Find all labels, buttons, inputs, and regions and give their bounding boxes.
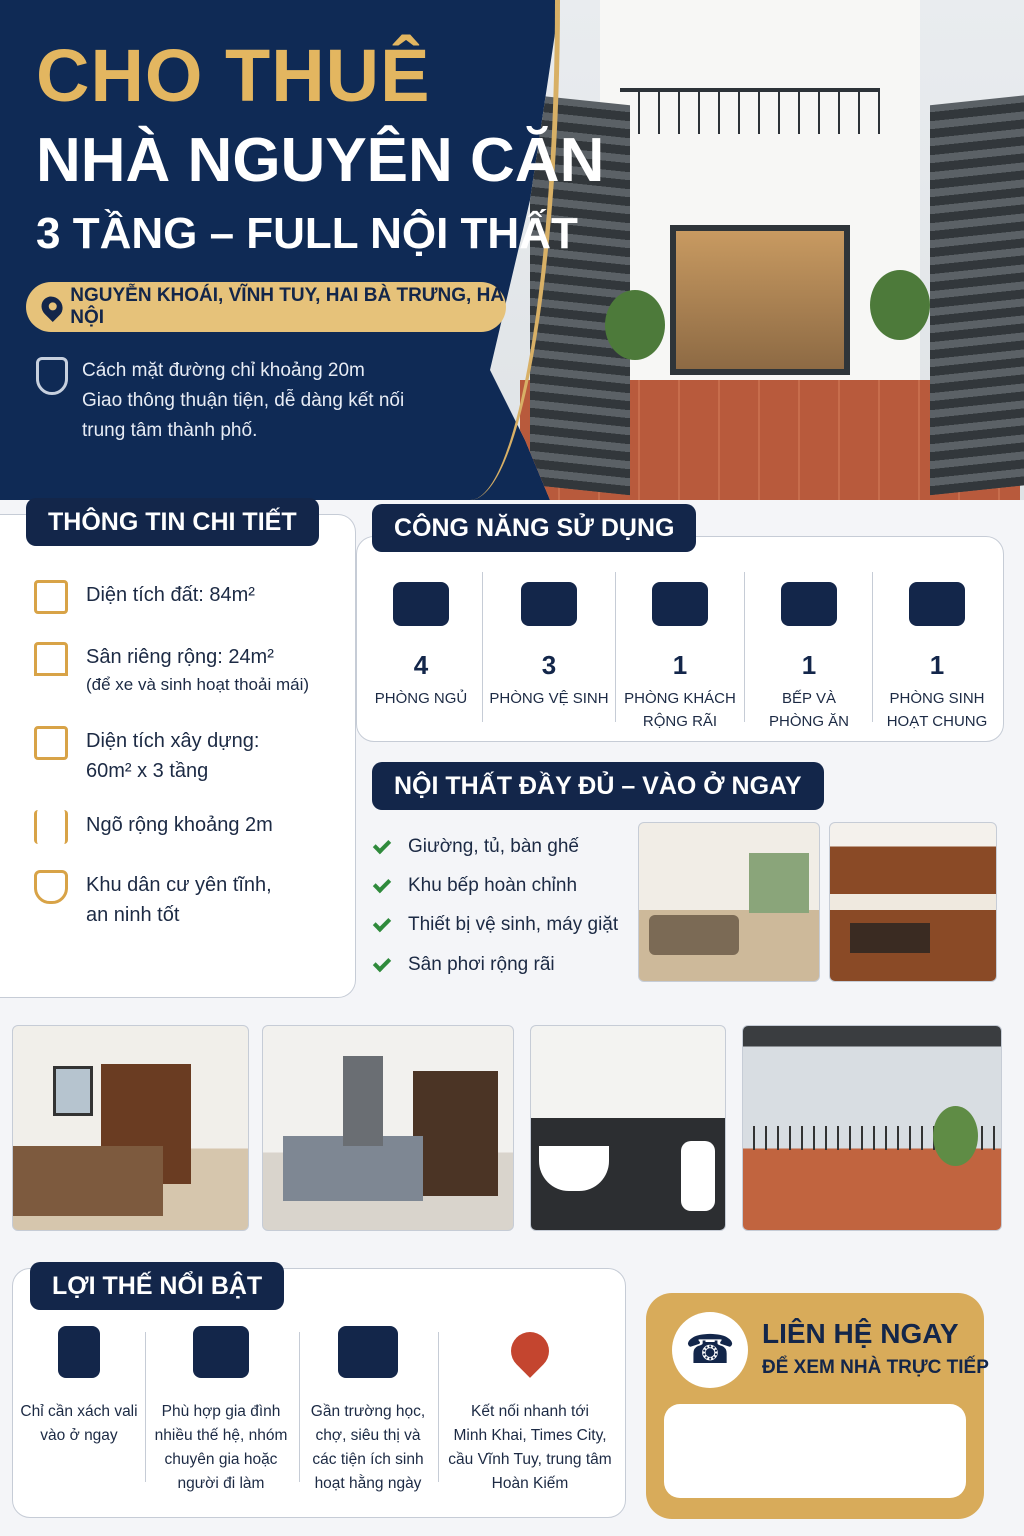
advantage-item: Chỉ cần xách vali vào ở ngay bbox=[4, 1326, 154, 1448]
function-item: 1 PHÒNG KHÁCH RỘNG RÃI bbox=[616, 572, 744, 727]
sofa-icon bbox=[652, 582, 708, 626]
detail-item: Sân riêng rộng: 24m² (để xe và sinh hoạt thoải mái) bbox=[34, 642, 309, 698]
location-pin-icon bbox=[503, 1324, 557, 1378]
check-icon bbox=[373, 875, 391, 893]
location-pin-icon bbox=[37, 292, 67, 322]
advantage-item: Gần trường học, chợ, siêu thị và các tiện ích sinh hoạt hằng ngày bbox=[293, 1326, 443, 1496]
furniture-item: Sân phơi rộng rãi bbox=[374, 954, 555, 976]
road-icon bbox=[34, 810, 68, 844]
contact-subtitle: ĐỂ XEM NHÀ TRỰC TIẾP bbox=[762, 1357, 989, 1378]
furniture-item: Giường, tủ, bàn ghế bbox=[374, 836, 579, 858]
family-icon bbox=[193, 1326, 249, 1378]
building-icon bbox=[34, 726, 68, 760]
contact-info-field[interactable] bbox=[664, 1404, 966, 1498]
house-icon bbox=[34, 642, 68, 676]
advantage-item: Phù hợp gia đình nhiều thế hệ, nhóm chuyên gia hoặc người đi làm bbox=[146, 1326, 296, 1496]
terrace-photo bbox=[742, 1025, 1002, 1231]
bed-icon bbox=[393, 582, 449, 626]
luggage-icon bbox=[58, 1326, 100, 1378]
furniture-item: Thiết bị vệ sinh, máy giặt bbox=[374, 914, 618, 936]
shield-icon bbox=[36, 357, 68, 395]
function-item: 3 PHÒNG VỆ SINH bbox=[485, 572, 613, 727]
bathroom-photo bbox=[530, 1025, 726, 1231]
shield-icon bbox=[34, 870, 68, 904]
functions-heading: CÔNG NĂNG SỬ DỤNG bbox=[372, 504, 696, 552]
advantages-heading: LỢI THẾ NỔI BẬT bbox=[30, 1262, 284, 1310]
phone-icon[interactable]: ☎ bbox=[672, 1312, 748, 1388]
hero-title-line3: 3 TẦNG – FULL NỘI THẤT bbox=[36, 209, 578, 258]
furniture-heading: NỘI THẤT ĐẦY ĐỦ – VÀO Ở NGAY bbox=[372, 762, 824, 810]
check-icon bbox=[373, 954, 391, 972]
detail-item: Ngõ rộng khoảng 2m bbox=[34, 810, 273, 844]
address-badge bbox=[26, 282, 506, 332]
hero-description: Cách mặt đường chỉ khoảng 20m Giao thông thuận tiện, dễ dàng kết nối trung tâm thành phố. bbox=[82, 360, 405, 441]
contact-title: LIÊN HỆ NGAY bbox=[762, 1318, 959, 1349]
hero-title-line2: NHÀ NGUYÊN CĂN bbox=[36, 126, 605, 195]
function-item: 1 PHÒNG SINH HOẠT CHUNG bbox=[873, 572, 1001, 727]
bedroom2-photo bbox=[262, 1025, 514, 1231]
kitchen-icon bbox=[781, 582, 837, 626]
school-cart-icon bbox=[338, 1326, 398, 1378]
advantage-item: Kết nối nhanh tới Minh Khai, Times City, cầu Vĩnh Tuy, trung tâm Hoàn Kiếm bbox=[444, 1326, 616, 1496]
check-icon bbox=[373, 914, 391, 932]
function-item: 4 PHÒNG NGỦ bbox=[357, 572, 485, 727]
detail-item: Khu dân cư yên tĩnh, an ninh tốt bbox=[34, 870, 272, 930]
detail-item: Diện tích xây dựng: 60m² x 3 tầng bbox=[34, 726, 259, 786]
kitchen-photo bbox=[829, 822, 997, 982]
living-room-photo bbox=[638, 822, 820, 982]
bedroom1-photo bbox=[12, 1025, 249, 1231]
area-icon bbox=[34, 580, 68, 614]
address-text: NGUYỄN KHOÁI, VĨNH TUY, HAI BÀ TRƯNG, HÀ NỘI bbox=[70, 285, 505, 328]
furniture-item: Khu bếp hoàn chỉnh bbox=[374, 875, 577, 897]
details-heading: THÔNG TIN CHI TIẾT bbox=[26, 498, 319, 546]
check-icon bbox=[373, 836, 391, 854]
hero-title-line1: CHO THUÊ bbox=[36, 34, 431, 117]
bathroom-icon bbox=[521, 582, 577, 626]
detail-item: Diện tích đất: 84m² bbox=[34, 580, 255, 614]
people-icon bbox=[909, 582, 965, 626]
function-item: 1 BẾP VÀ PHÒNG ĂN bbox=[745, 572, 873, 727]
